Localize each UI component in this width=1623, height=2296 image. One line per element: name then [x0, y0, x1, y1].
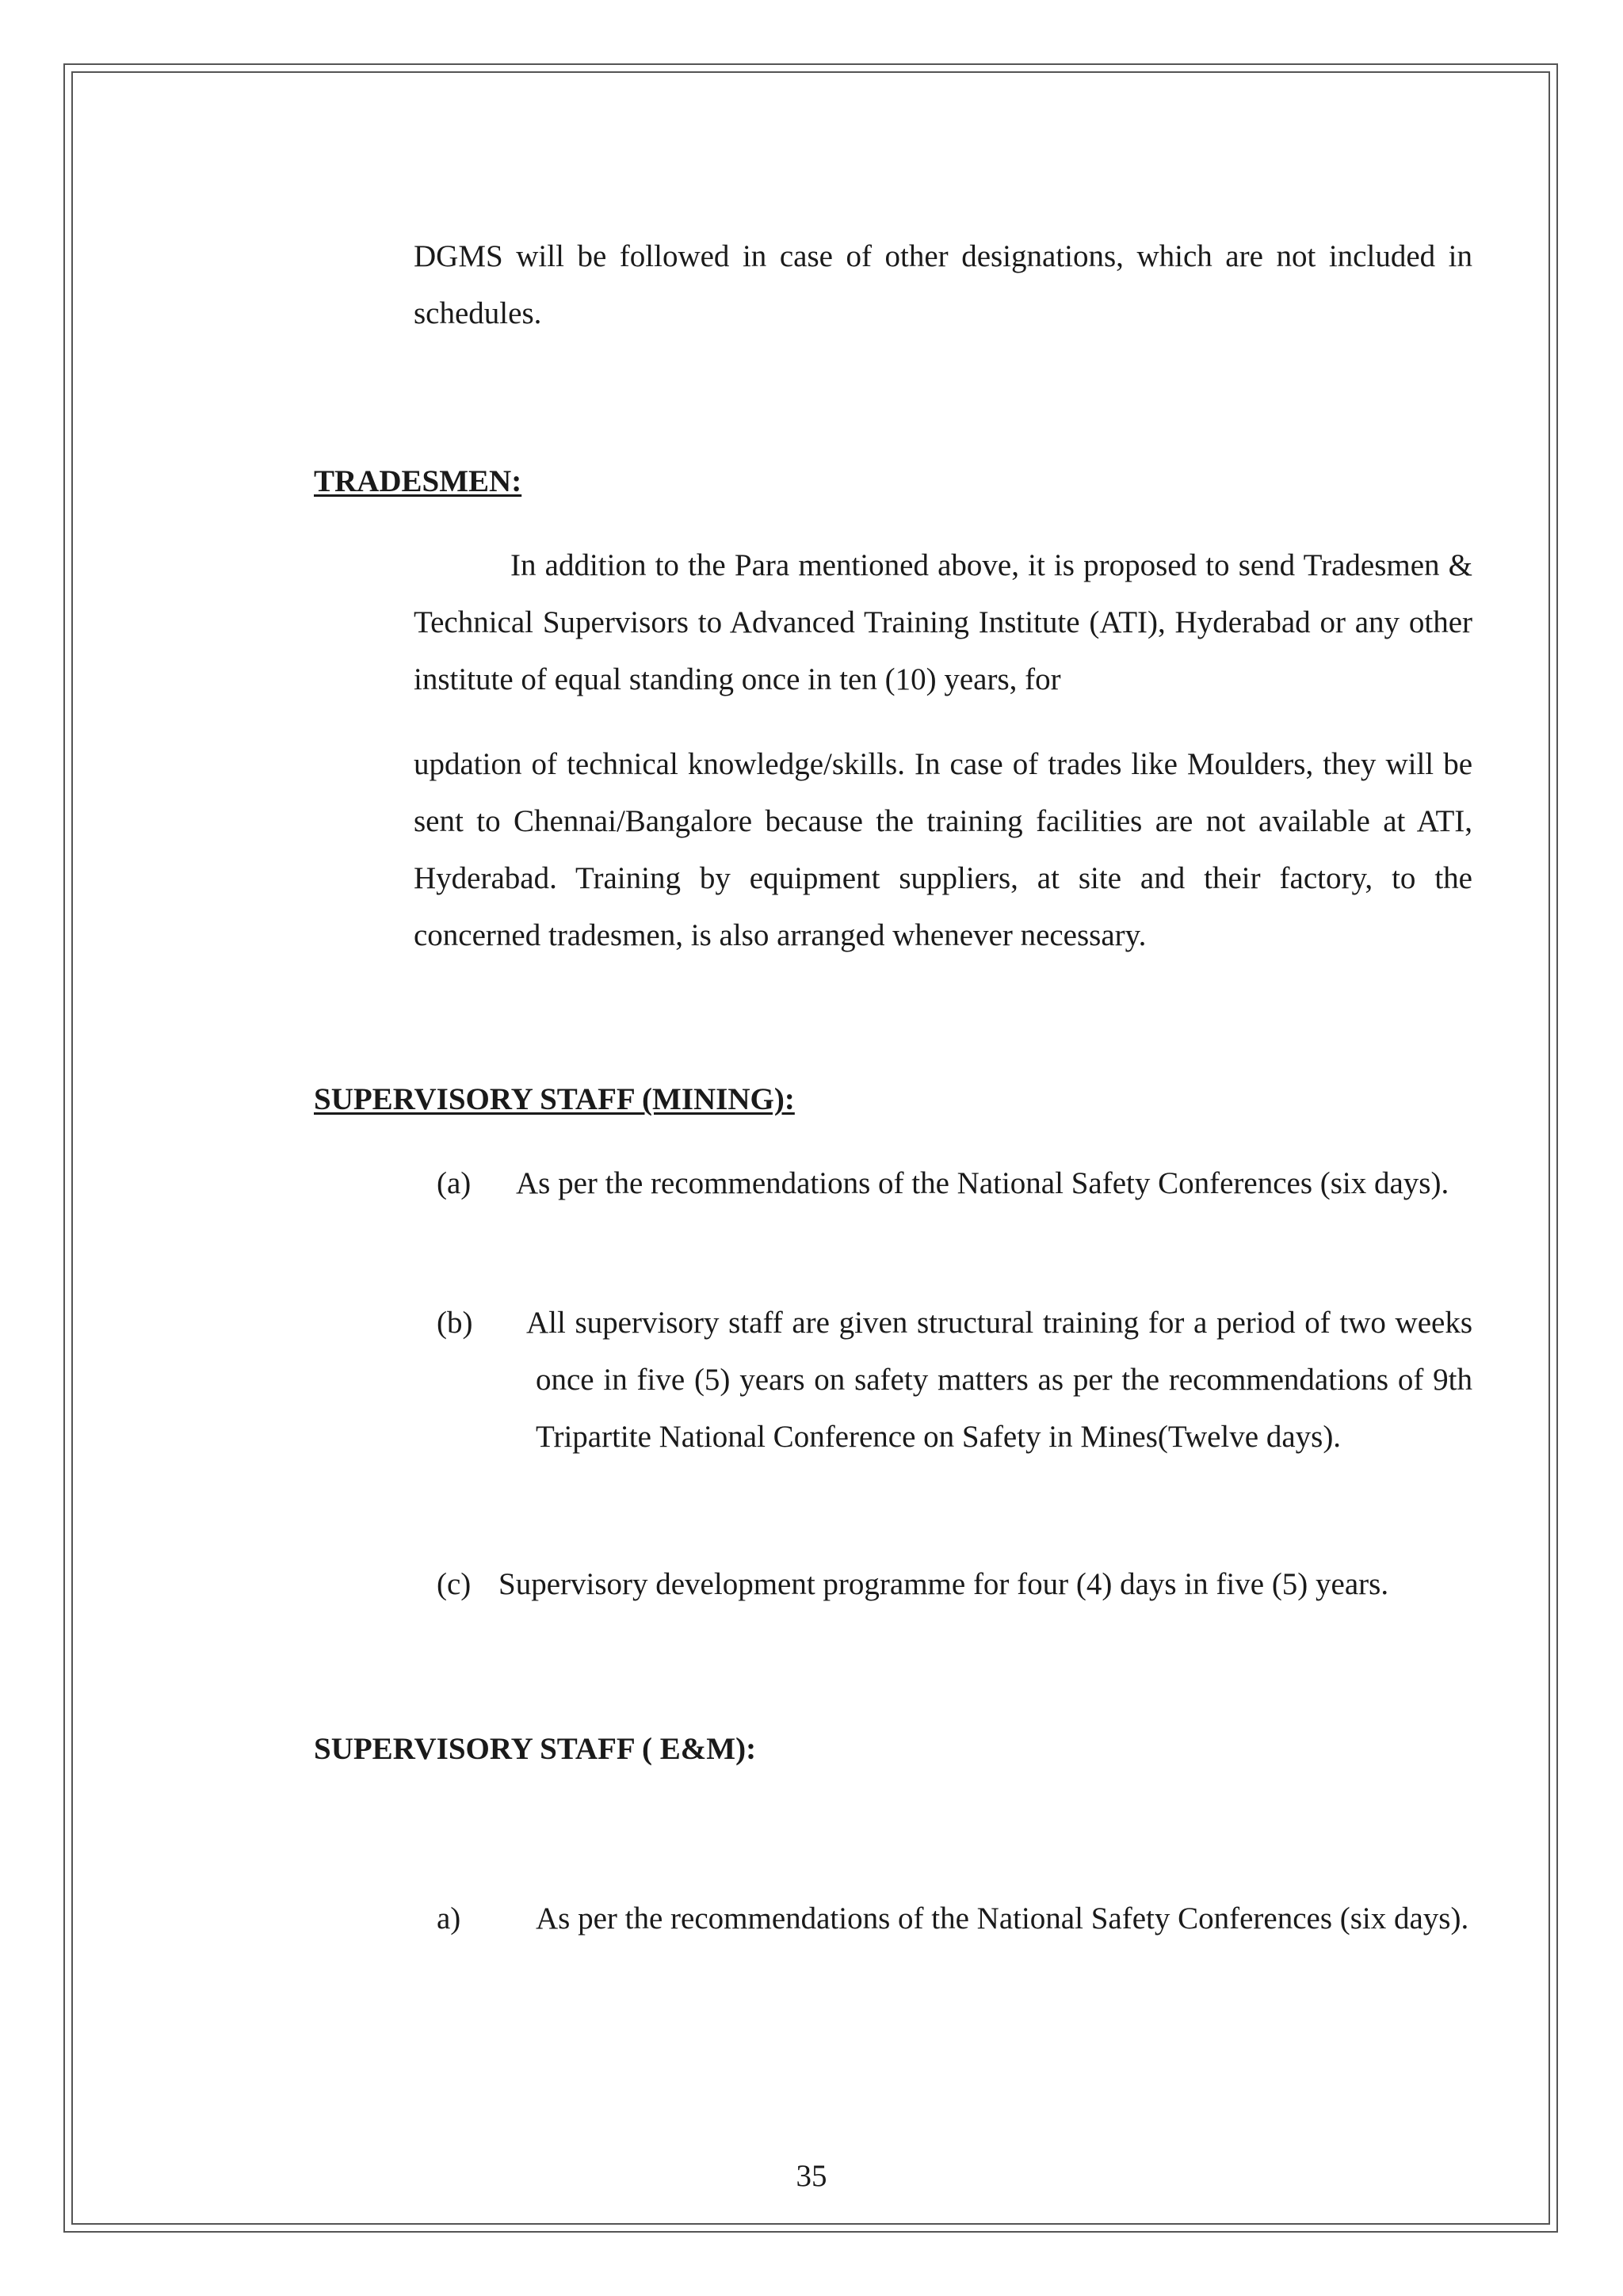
list-item-text: Supervisory development programme for four (4) days in five (5) years.	[498, 1567, 1389, 1601]
list-marker: (c)	[437, 1567, 472, 1601]
tradesmen-paragraph-1: In addition to the Para mentioned above, it is proposed to send Tradesmen & Technical Supervisors to Advanced Training Institute (ATI), Hyderabad or any other institute of equal standing once in ten (10) years, for	[414, 548, 1472, 696]
list-marker: a)	[437, 1901, 461, 1936]
intro-paragraph: DGMS will be followed in case of other designations, which are not included in schedules.	[414, 239, 1472, 330]
mining-item-c	[437, 1556, 1472, 1613]
mining-item-b	[437, 1295, 1472, 1466]
page-number: 35	[796, 2159, 827, 2193]
tradesmen-heading: TRADESMEN:	[314, 464, 522, 498]
list-item-text: As per the recommendations of the National Safety Conferences (six days).	[536, 1901, 1469, 1936]
supervisory-em-heading: SUPERVISORY STAFF ( E&M):	[314, 1732, 757, 1766]
em-item-a	[437, 1890, 1472, 1947]
tradesmen-paragraph-2: updation of technical knowledge/skills. In case of trades like Moulders, they will be sent to Chennai/Bangalore because the training facilities are not available at ATI, Hyderabad. Training by equipment suppliers, at site and their factory, to the concerned tradesmen, is also arranged whenever necessary.	[414, 747, 1472, 952]
mining-item-a	[437, 1155, 1472, 1212]
supervisory-mining-heading: SUPERVISORY STAFF (MINING):	[314, 1082, 795, 1116]
list-marker: (a)	[437, 1166, 472, 1200]
list-marker: (b)	[437, 1306, 473, 1340]
list-item-text: As per the recommendations of the National Safety Conferences (six days).	[516, 1166, 1449, 1200]
list-item-text: All supervisory staff are given structural training for a period of two weeks once in five (5) years on safety matters as per the recommendations of 9th Tripartite National Conference on Safety in Mines(Twelve days).	[526, 1306, 1472, 1454]
